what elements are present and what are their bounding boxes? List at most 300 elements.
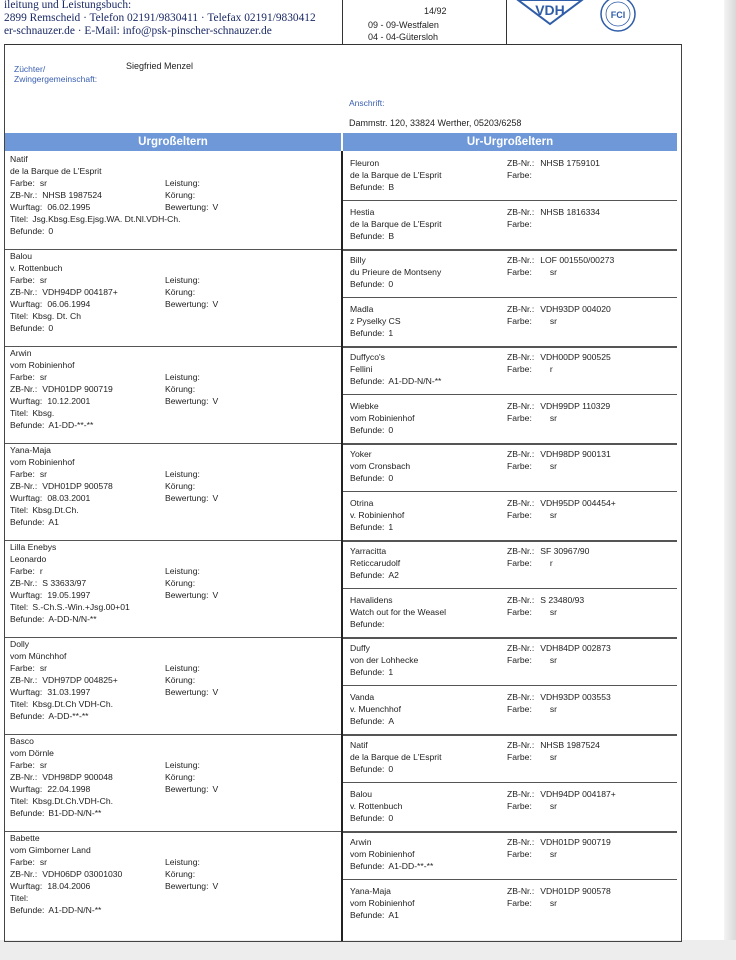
page-bottom-edge [0,940,736,960]
ancestor-kennel: v. Rottenbuch [10,263,63,273]
row-separator [343,879,677,880]
ancestor-kennel: vom Robinienhof [10,457,75,467]
befunde-field-label: Befunde: [350,812,385,823]
titel-field-label: Titel: [10,408,29,418]
befunde-field-label: Befunde: [350,570,385,580]
fci-seal-text: FCI [610,10,626,20]
zb-field [10,189,102,201]
befunde-field [10,322,53,334]
wurftag-field [10,880,90,892]
wurftag-field-value: 31.03.1997 [47,687,91,697]
befunde-field-value: 1 [388,667,394,677]
address-label: Anschrift: [349,98,385,108]
befunde-field [10,419,93,431]
ancestor-name: Babette [10,833,40,843]
zb-field [507,739,600,751]
titel-field-value: Jsg.Kbsg.Esg.Ejsg.WA. Dt.Nl.VDH-Ch. [32,214,181,224]
befunde-field [350,860,433,872]
zb-field-label: ZB-Nr.: [10,675,38,685]
breeder-label-1: Züchter/ [14,64,46,74]
zb-field [10,771,113,783]
farbe-field-value: sr [549,800,558,811]
bewertung-field [165,492,218,504]
ancestor-name: Natif [10,154,28,164]
bewertung-field-value: V [212,687,219,697]
zb-field-value: SF 30967/90 [540,546,590,556]
zb-field-value: VDH93DP 004020 [540,303,611,314]
bewertung-field [165,686,218,698]
farbe-field-value: sr [549,655,558,665]
ancestor-name: Arwin [350,837,372,847]
bewertung-field [165,395,218,407]
farbe-field [507,266,557,278]
pedigree-frame [4,44,682,942]
zb-field-label: ZB-Nr.: [10,481,38,491]
koerung-label: Körung: [165,675,196,685]
zb-field-value: VDH98DP 900048 [42,772,113,782]
farbe-field-label: Farbe: [10,663,35,673]
bewertung-field-value: V [212,202,219,212]
bewertung-field-label: Bewertung: [165,590,209,600]
zb-field-label: ZB-Nr.: [507,546,535,556]
ancestor-name: Otrina [350,497,374,508]
farbe-field [507,509,557,521]
befunde-field [350,230,394,242]
leistung-label: Leistung: [165,178,200,188]
titel-field-value: Kbsg. Dt. Ch [32,311,82,321]
wurftag-field [10,686,90,698]
leistung-label: Leistung: [165,663,200,673]
wurftag-field-value: 10.12.2001 [47,396,91,406]
befunde-field-value: A1-DD-**-** [388,861,434,871]
koerung-label: Körung: [165,772,196,782]
ancestor-name: Madla [350,303,374,314]
row-separator [343,831,677,833]
farbe-field-label: Farbe: [10,178,35,188]
ancestor-kennel: Fellini [350,364,373,374]
farbe-field-value: sr [549,606,558,617]
befunde-field [350,618,388,630]
befunde-field [10,613,97,625]
farbe-field-label: Farbe: [10,566,35,576]
row-separator [343,200,677,201]
zb-field-label: ZB-Nr.: [10,578,38,588]
farbe-field [507,703,557,715]
section-header-urgrosseltern: Urgroßeltern [5,133,341,151]
row-separator [5,637,341,638]
titel-field-label: Titel: [10,699,29,709]
befunde-field-label: Befunde: [10,808,45,818]
farbe-field-label: Farbe: [507,703,532,714]
bewertung-field-value: V [212,881,219,891]
titel-field-label: Titel: [10,893,29,903]
befunde-field-label: Befunde: [350,618,385,629]
zb-field-value: NHSB 1759101 [540,158,600,168]
zb-field-label: ZB-Nr.: [507,788,535,799]
farbe-field-label: Farbe: [507,461,532,471]
farbe-field-label: Farbe: [507,800,532,811]
befunde-field-label: Befunde: [350,279,385,289]
row-separator [343,249,677,251]
ancestor-kennel: v. Muenchhof [350,703,401,714]
befunde-field [10,710,89,722]
befunde-field-label: Befunde: [10,614,45,624]
befunde-field-label: Befunde: [350,715,385,726]
befunde-field-label: Befunde: [350,182,385,192]
zb-field-value: VDH94DP 004187+ [540,788,616,799]
koerung-label: Körung: [165,869,196,879]
zb-field [507,303,611,315]
befunde-field-value: 0 [388,473,394,483]
zb-field-label: ZB-Nr.: [507,885,535,896]
farbe-field [10,565,43,577]
farbe-field-value: sr [39,178,48,188]
zb-field-value: NHSB 1987524 [42,190,102,200]
befunde-field-value: A-DD-**-** [48,711,89,721]
farbe-field [10,177,47,189]
ancestor-name: Fleuron [350,158,380,168]
befunde-field-label: Befunde: [10,420,45,430]
befunde-field-value: 1 [388,327,394,338]
wurftag-field [10,783,90,795]
farbe-field [507,460,557,472]
befunde-field-value: B [388,230,395,241]
farbe-field-value: sr [39,469,48,479]
zb-field-value: VDH97DP 004825+ [42,675,118,685]
befunde-field-value: A-DD-N/N-** [48,614,97,624]
farbe-field [507,363,553,375]
farbe-field [507,751,557,763]
row-separator [343,637,677,639]
farbe-field-value: r [549,364,553,374]
ancestor-name: Vanda [350,691,375,702]
farbe-field-value: sr [549,267,558,277]
ancestor-kennel: de la Barque de L'Esprit [350,170,442,180]
region-2: 04 - 04-Gütersloh [368,32,439,42]
zb-field [507,691,611,703]
ancestor-name: Yarracitta [350,546,387,556]
befunde-field-value: A1 [388,909,399,920]
koerung-label: Körung: [165,481,196,491]
ancestor-name: Yoker [350,449,372,459]
zb-field-label: ZB-Nr.: [507,352,535,362]
ancestor-name: Balou [350,788,372,799]
bewertung-field [165,880,218,892]
ancestor-name: Duffy [350,643,370,653]
ancestor-kennel: vom Münchhof [10,651,67,661]
ancestor-kennel: vom Robinienhof [350,849,415,859]
befunde-field-label: Befunde: [10,517,45,527]
befunde-field [350,763,393,775]
zb-field [10,674,118,686]
zb-field [507,448,611,460]
zb-field-value: VDH95DP 004454+ [540,497,616,508]
ancestor-name: Duffyco's [350,352,385,362]
row-separator [343,297,677,298]
header-line-2: 2899 Remscheid · Telefon 02191/9830411 · Telefax 02191/9830412 [4,12,316,24]
befunde-field-label: Befunde: [350,521,385,532]
bewertung-field-label: Bewertung: [165,299,209,309]
befunde-field [350,472,393,484]
ancestor-name: Yana-Maja [350,885,391,896]
befunde-field-value: 0 [48,323,54,333]
region-1: 09 - 09-Westfalen [368,20,439,30]
farbe-field-value: sr [39,372,48,382]
zb-field-value: VDH99DP 110329 [540,400,611,411]
farbe-field-label: Farbe: [507,218,532,229]
wurftag-field-label: Wurftag: [10,784,43,794]
zb-field-label: ZB-Nr.: [10,287,38,297]
zb-field [10,383,113,395]
farbe-field [507,800,557,812]
row-separator [343,782,677,783]
titel-field [10,698,113,710]
ancestor-kennel: vom Robinienhof [10,360,75,370]
ancestor-name: Balou [10,251,32,261]
befunde-field [350,715,394,727]
zb-field [10,286,118,298]
zb-field-label: ZB-Nr.: [507,158,535,168]
befunde-field-value: A1 [48,517,59,527]
zb-field-label: ZB-Nr.: [507,740,535,750]
zb-field-value: VDH93DP 003553 [540,691,611,702]
titel-field-label: Titel: [10,505,29,515]
befunde-field [350,375,441,387]
bewertung-field-label: Bewertung: [165,202,209,212]
zb-field-value: S 33633/97 [42,578,87,588]
titel-field-label: Titel: [10,796,29,806]
farbe-field-label: Farbe: [10,469,35,479]
zb-field [507,836,611,848]
befunde-field-value: 0 [388,279,394,289]
titel-field [10,795,113,807]
wurftag-field-value: 22.04.1998 [47,784,91,794]
befunde-field-label: Befunde: [350,327,385,338]
befunde-field [10,904,101,916]
zb-field [507,157,600,169]
farbe-field [10,759,47,771]
farbe-field [10,274,47,286]
titel-field-value: Kbsg. [32,408,55,418]
farbe-field-label: Farbe: [10,857,35,867]
koerung-label: Körung: [165,190,196,200]
farbe-field [10,371,47,383]
farbe-field-label: Farbe: [507,849,532,859]
befunde-field [10,807,101,819]
ancestor-kennel: de la Barque de L'Esprit [350,218,442,229]
farbe-field [507,848,557,860]
bewertung-field-label: Bewertung: [165,493,209,503]
befunde-field [350,812,393,824]
section-header-ur-urgrosseltern: Ur-Urgroßeltern [343,133,677,151]
ancestor-kennel: vom Robinienhof [350,897,415,908]
farbe-field [507,218,550,230]
wurftag-field [10,589,90,601]
wurftag-field-value: 06.02.1995 [47,202,91,212]
zb-field-label: ZB-Nr.: [507,594,535,605]
wurftag-field-value: 06.06.1994 [47,299,91,309]
farbe-field-value: sr [549,315,558,326]
bewertung-field-label: Bewertung: [165,396,209,406]
farbe-field [507,654,557,666]
befunde-field-value: 0 [48,226,54,236]
zb-field [10,480,113,492]
befunde-field-label: Befunde: [350,376,385,386]
farbe-field-value: r [549,558,553,568]
wurftag-field [10,201,90,213]
zb-field-value: NHSB 1816334 [540,206,600,217]
farbe-field-label: Farbe: [507,558,532,568]
zb-field-value: NHSB 1987524 [540,740,600,750]
zb-field-label: ZB-Nr.: [507,691,535,702]
befunde-field-value: B1-DD-N/N-** [48,808,102,818]
farbe-field-value: sr [549,461,558,471]
koerung-label: Körung: [165,287,196,297]
farbe-field-label: Farbe: [507,315,532,326]
header-line-3: er-schnauzer.de · E-Mail: info@psk-pinscher-schnauzer.de [4,25,272,37]
zb-field-value: S 23480/93 [540,594,585,605]
bewertung-field-value: V [212,784,219,794]
row-separator [343,685,677,686]
zb-field-value: VDH01DP 900578 [42,481,113,491]
wurftag-field-label: Wurftag: [10,202,43,212]
ancestor-kennel: Reticcarudolf [350,558,401,568]
bewertung-field-value: V [212,590,219,600]
farbe-field [507,315,557,327]
wurftag-field-label: Wurftag: [10,590,43,600]
zb-field [507,594,584,606]
titel-field-value: S.-Ch.S.-Win.+Jsg.00+01 [32,602,130,612]
wurftag-field [10,492,90,504]
zb-field-value: VDH01DP 900578 [540,885,611,896]
row-separator [343,491,677,492]
befunde-field [350,278,393,290]
zb-field-value: VDH01DP 900719 [42,384,113,394]
farbe-field [507,557,553,569]
titel-field [10,213,181,225]
befunde-field-value: A2 [388,570,399,580]
zb-field-label: ZB-Nr.: [507,400,535,411]
bewertung-field-label: Bewertung: [165,784,209,794]
farbe-field-value: sr [549,897,558,908]
farbe-field-value: sr [549,849,558,859]
titel-field-value: Kbsg.Dt.Ch.VDH-Ch. [32,796,114,806]
zb-field-label: ZB-Nr.: [10,190,38,200]
bewertung-field [165,589,218,601]
farbe-field-label: Farbe: [507,267,532,277]
ancestor-kennel: du Prieure de Montseny [350,267,442,277]
header-registration-block [342,0,507,44]
zb-field-value: VDH94DP 004187+ [42,287,118,297]
ancestor-name: Basco [10,736,34,746]
row-separator [5,443,341,444]
koerung-label: Körung: [165,384,196,394]
scan-edge-shadow [724,0,736,960]
ancestor-name: Hestia [350,206,375,217]
zb-field-label: ZB-Nr.: [507,497,535,508]
zb-field-label: ZB-Nr.: [507,643,535,653]
row-separator [343,443,677,445]
befunde-field-value: 0 [388,764,394,774]
row-separator [5,831,341,832]
zb-field-label: ZB-Nr.: [507,449,535,459]
farbe-field-label: Farbe: [507,364,532,374]
befunde-field-value: A [388,715,395,726]
zb-field-label: ZB-Nr.: [507,206,535,217]
ancestor-kennel: v. Robinienhof [350,509,405,520]
befunde-field-label: Befunde: [10,711,45,721]
farbe-field [507,412,557,424]
farbe-field-label: Farbe: [507,897,532,908]
befunde-field [10,225,53,237]
farbe-field [507,606,557,618]
ancestor-kennel: z Pyselky CS [350,315,401,326]
befunde-field [350,327,393,339]
leistung-label: Leistung: [165,372,200,382]
ancestor-kennel: v. Rottenbuch [350,800,403,811]
koerung-label: Körung: [165,578,196,588]
zb-field [507,400,610,412]
titel-field [10,310,81,322]
farbe-field-value: sr [39,857,48,867]
titel-field-value: Kbsg.Dt.Ch VDH-Ch. [32,699,114,709]
befunde-field-value: 0 [388,812,394,823]
vdh-logo-text: VDH [535,2,565,18]
farbe-field-value: sr [549,509,558,520]
bewertung-field-value: V [212,493,219,503]
farbe-field-label: Farbe: [507,509,532,520]
ancestor-name: Natif [350,740,368,750]
zb-field [507,254,614,266]
befunde-field-value: A1-DD-N/N-** [48,905,102,915]
farbe-field-value: r [39,566,43,576]
zb-field [507,642,611,654]
befunde-field [350,569,399,581]
header-line-1: ileitung und Leistungsbuch: [4,0,132,11]
farbe-field [10,856,47,868]
header-address-block [0,0,343,44]
titel-field-label: Titel: [10,602,29,612]
bewertung-field-value: V [212,396,219,406]
farbe-field-label: Farbe: [507,412,532,423]
titel-field-label: Titel: [10,311,29,321]
row-separator [343,734,677,736]
titel-field [10,892,32,904]
ancestor-name: Yana-Maja [10,445,51,455]
befunde-field [350,181,394,193]
titel-field-label: Titel: [10,214,29,224]
fci-seal [598,0,638,34]
row-separator [5,734,341,735]
befunde-field [10,516,59,528]
zb-field-label: ZB-Nr.: [507,255,535,265]
befunde-field-value: A1-DD-**-** [48,420,94,430]
farbe-field-label: Farbe: [10,760,35,770]
bewertung-field [165,201,218,213]
row-separator [5,346,341,347]
zb-field-value: LOF 001550/00273 [540,255,615,265]
zb-field [507,885,611,897]
row-separator [343,346,677,348]
befunde-field-label: Befunde: [350,667,385,677]
row-separator [5,249,341,250]
farbe-field [507,897,557,909]
farbe-field [10,662,47,674]
wurftag-field-value: 08.03.2001 [47,493,91,503]
farbe-field-value: sr [39,760,48,770]
wurftag-field-label: Wurftag: [10,881,43,891]
zb-field-value: VDH98DP 900131 [540,449,611,459]
